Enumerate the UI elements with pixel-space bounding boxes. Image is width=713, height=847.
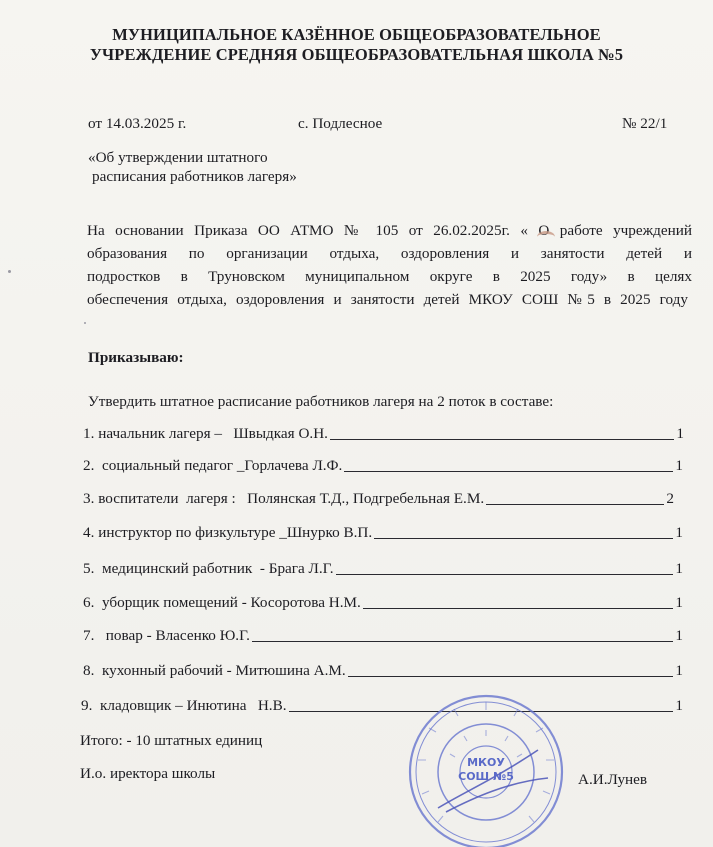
staff-count: 1 <box>675 627 683 644</box>
basis-line-4: обеспечения отдыха, оздоровления и занятости детей МКОУ СОШ №5 в 2025 году <box>87 291 688 308</box>
total-line: Итого: - 10 штатных единиц <box>80 732 263 749</box>
staff-position-label: 8. кухонный рабочий - Митюшина А.М. <box>83 662 346 679</box>
signature-name: А.И.Лунев <box>578 771 648 788</box>
header-line-1: МУНИЦИПАЛЬНОЕ КАЗЁННОЕ ОБЩЕОБРАЗОВАТЕЛЬНОЕ <box>112 25 601 44</box>
ink-mark <box>537 231 555 243</box>
staff-row <box>83 457 683 475</box>
staff-row <box>83 627 683 645</box>
staff-position-label: 2. социальный педагог _Горлачева Л.Ф. <box>83 457 343 474</box>
order-date: от 14.03.2025 г. <box>88 115 187 132</box>
scan-speck <box>8 270 11 273</box>
staff-row <box>83 560 683 578</box>
header-line-2: УЧРЕЖДЕНИЕ СРЕДНЯЯ ОБЩЕОБРАЗОВАТЕЛЬНАЯ ШКОЛА №5 <box>89 45 624 64</box>
basis-line-2: образования по организации отдыха, оздоровления и занятости детей и <box>87 245 692 262</box>
staff-count: 1 <box>675 697 683 714</box>
subject-line-1: «Об утверждении штатного <box>88 149 268 166</box>
staff-position-label: 5. медицинский работник - Брага Л.Г. <box>83 560 334 577</box>
staff-row <box>83 524 683 542</box>
staff-row <box>83 425 684 443</box>
basis-line-1: На основании Приказа ОО АТМО № 105 от 26.02.2025г. « О работе учреждений <box>87 222 692 239</box>
staff-count: 2 <box>666 490 674 507</box>
staff-row <box>83 490 674 508</box>
fill-line <box>486 504 664 505</box>
order-place: с. Подлесное <box>298 115 383 132</box>
scan-speck <box>84 322 86 324</box>
staff-count: 1 <box>675 457 683 474</box>
fill-line <box>344 471 673 472</box>
staff-position-label: 4. инструктор по физкультуре _Шнурко В.П. <box>83 524 373 541</box>
staff-position-label: 3. воспитатели лагеря : Полянская Т.Д., Подгребельная Е.М. <box>83 490 485 507</box>
staff-count: 1 <box>676 425 684 442</box>
fill-line <box>336 574 674 575</box>
order-heading: Приказываю: <box>88 349 184 366</box>
staff-count: 1 <box>675 594 683 611</box>
order-intro: Утвердить штатное расписание работников лагеря на 2 поток в составе: <box>88 393 554 410</box>
official-seal-icon <box>398 690 578 847</box>
order-number: № 22/1 <box>622 115 668 132</box>
staff-position-label: 9. кладовщик – Инютина Н.В. <box>81 697 287 714</box>
staff-count: 1 <box>675 560 683 577</box>
fill-line <box>252 641 673 642</box>
staff-position-label: 6. уборщик помещений - Косоротова Н.М. <box>83 594 361 611</box>
staff-row <box>81 697 683 715</box>
svg-text:МКОУ: МКОУ <box>467 756 505 769</box>
fill-line <box>374 538 673 539</box>
staff-count: 1 <box>675 524 683 541</box>
fill-line <box>348 676 674 677</box>
subject-line-2: расписания работников лагеря» <box>92 168 297 185</box>
staff-position-label: 7. повар - Власенко Ю.Г. <box>83 627 250 644</box>
signature-position: И.о. иректора школы <box>80 765 216 782</box>
svg-text:СОШ №5: СОШ №5 <box>458 770 514 783</box>
fill-line <box>363 608 674 609</box>
fill-line <box>330 439 674 440</box>
staff-row <box>83 662 683 680</box>
staff-row <box>83 594 683 612</box>
basis-line-3: подростков в Труновском муниципальном округе в 2025 году» в целях <box>87 268 692 285</box>
staff-position-label: 1. начальник лагеря – Швыдкая О.Н. <box>83 425 328 442</box>
staff-count: 1 <box>675 662 683 679</box>
